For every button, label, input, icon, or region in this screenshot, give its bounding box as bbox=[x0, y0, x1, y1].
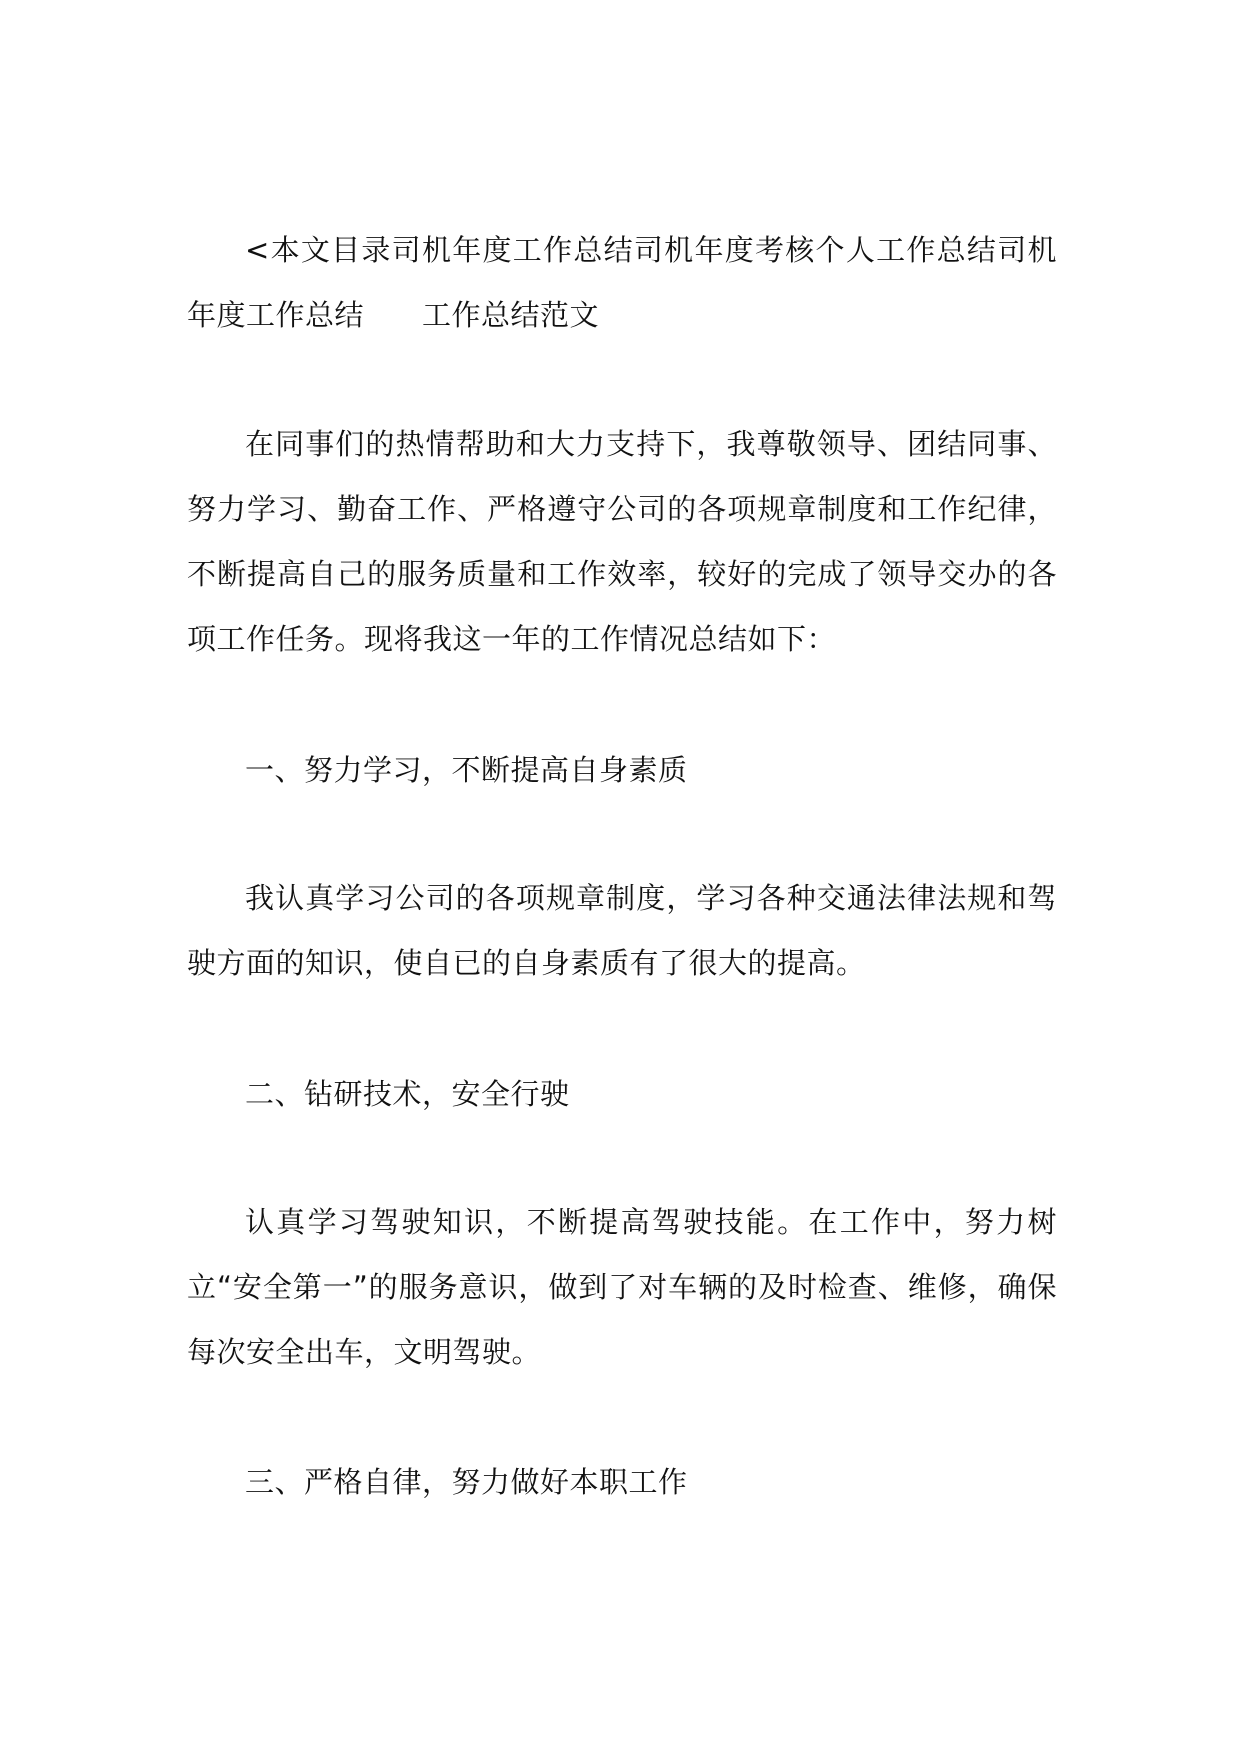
section-heading-2: 二、钻研技术，安全行驶 bbox=[245, 1077, 570, 1111]
section-body-2: 认真学习驾驶知识，不断提高驾驶技能。在工作中，努力树立“安全第一”的服务意识，做到了对车辆的及时检查、维修，确保每次安全出车，文明驾驶。 bbox=[187, 1205, 1057, 1369]
intro-paragraph: 在同事们的热情帮助和大力支持下，我尊敬领导、团结同事、努力学习、勤奋工作、严格遵守公司的各项规章制度和工作纪律，不断提高自己的服务质量和工作效率，较好的完成了领导交办的各项工作任务。现将我这一年的工作情况总结如下： bbox=[187, 427, 1057, 656]
toc-suffix-text: 工作总结范文 bbox=[422, 298, 600, 332]
section-body-1: 我认真学习公司的各项规章制度，学习各种交通法律法规和驾驶方面的知识，使自已的自身素质有了很大的提高。 bbox=[187, 881, 1057, 980]
toc-prefix-text: <本文目录司机年度工作总结司机年度考核个人工作总结司机年度工作总结 bbox=[187, 233, 1057, 332]
section-heading-3: 三、严格自律，努力做好本职工作 bbox=[245, 1465, 688, 1499]
table-of-contents-line bbox=[187, 218, 1057, 348]
section-heading-1: 一、努力学习，不断提高自身素质 bbox=[245, 753, 688, 787]
